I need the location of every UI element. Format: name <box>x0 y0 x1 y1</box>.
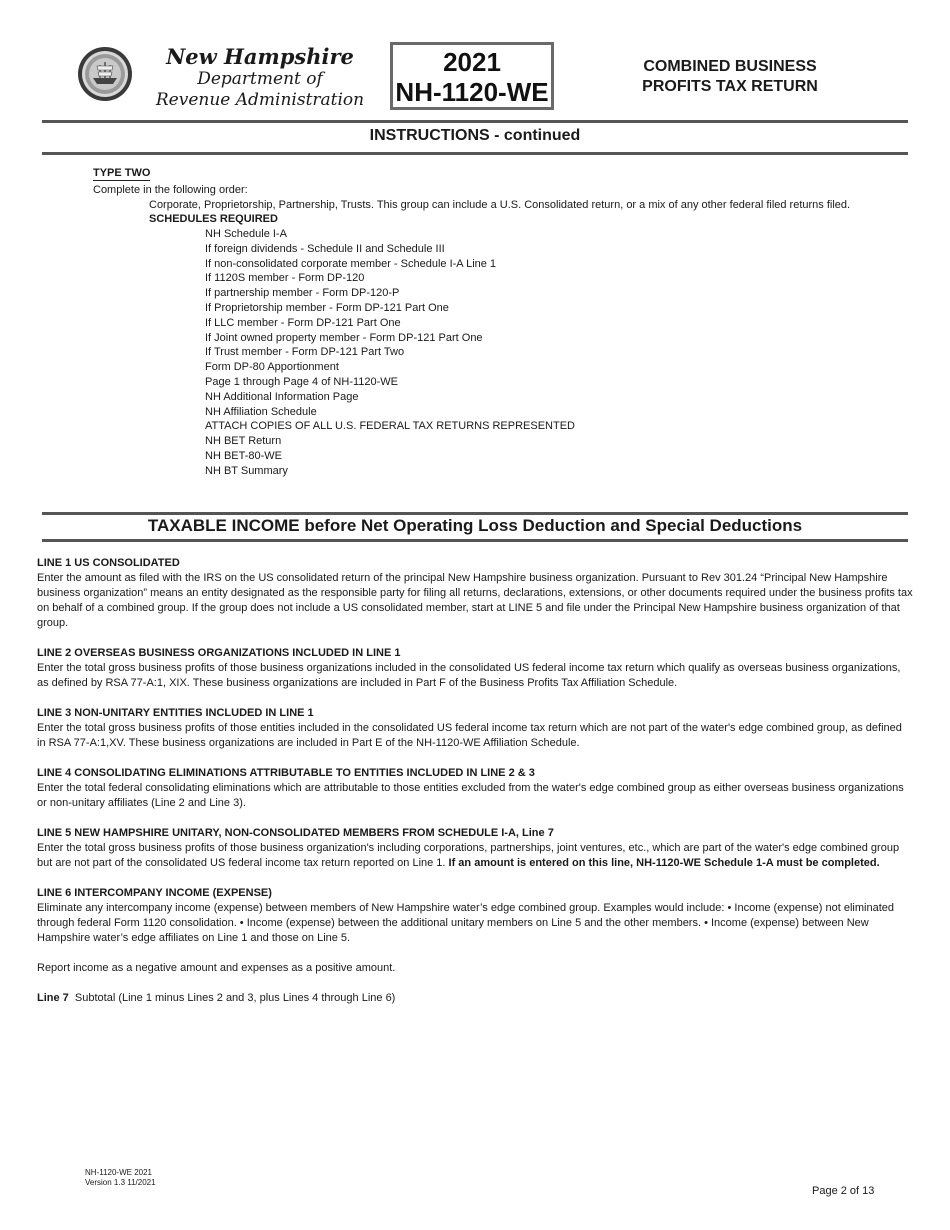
header-bottom-rule <box>42 152 908 155</box>
footer-version-info <box>85 1168 156 1188</box>
line-1-heading: LINE 1 US CONSOLIDATED <box>37 557 180 569</box>
schedule-item: ATTACH COPIES OF ALL U.S. FEDERAL TAX RETURNS REPRESENTED <box>205 420 575 433</box>
line-4-heading: LINE 4 CONSOLIDATING ELIMINATIONS ATTRIBUTABLE TO ENTITIES INCLUDED IN LINE 2 & 3 <box>37 767 535 779</box>
line-7-text: Subtotal (Line 1 minus Lines 2 and 3, plus Lines 4 through Line 6) <box>68 992 396 1004</box>
schedule-item: NH BT Summary <box>205 464 288 477</box>
schedule-item: If non-consolidated corporate member - Schedule I-A Line 1 <box>205 257 497 270</box>
line-2-heading: LINE 2 OVERSEAS BUSINESS ORGANIZATIONS INCLUDED IN LINE 1 <box>37 647 401 659</box>
line-7-paragraph <box>37 991 913 1006</box>
schedule-item: NH BET-80-WE <box>205 449 283 462</box>
schedule-item: Form DP-80 Apportionment <box>205 361 339 374</box>
line-7-label: Line 7 <box>37 992 69 1004</box>
schedules-list <box>205 227 575 479</box>
line-3-block <box>37 706 913 751</box>
schedule-item: If foreign dividends - Schedule II and Schedule III <box>205 242 445 255</box>
line-6-text: Eliminate any intercompany income (expense) between members of New Hampshire water’s edge combined group. Examples would include: • Income (expense) not eliminated through federal Form 1120 consolidation. • Income (expense) between the additional unitary members on Line 5 and the other members. • Income (expense) between New Hampshire water’s edge affiliates on Line 1 and those on Line 5. <box>37 902 894 944</box>
type-two-groups: Corporate, Proprietorship, Partnership, Trusts. This group can include a U.S. Consolidated return, or a mix of any other federal filed returns filed. <box>149 199 851 211</box>
line-3-heading: LINE 3 NON-UNITARY ENTITIES INCLUDED IN LINE 1 <box>37 707 314 719</box>
line-2-block <box>37 646 913 691</box>
state-name: New Hampshire <box>166 44 354 69</box>
form-title-line-1: COMBINED BUSINESS <box>643 58 817 75</box>
line-1-block <box>37 556 913 631</box>
taxable-income-heading: TAXABLE INCOME before Net Operating Loss Deduction and Special Deductions <box>147 516 803 535</box>
line-5-block <box>37 826 913 871</box>
line-5-text: Enter the total gross business profits of those business organization's including corporations, partnerships, joint ventures, etc., which are part of the water's edge combined group but are not part of the consolidated US federal income tax return reported on Line 1. <box>37 842 900 869</box>
line-3-text: Enter the total gross business profits of those entities included in the consolidated US federal income tax return which are not part of the water's edge combined group, as defined in RSA 77-A:1,XV. These business organizations are included in Part E of the NH-1120-WE Affiliation Schedule. <box>37 722 902 749</box>
form-title <box>610 57 850 97</box>
line-2-text: Enter the total gross business profits of those business organizations included in the consolidated US federal income tax return which qualify as overseas business organizations, as defined by RSA 77-A:1, XIX. These business organizations are included in Part F of the Business Profits Tax Affiliation Schedule. <box>37 662 901 689</box>
schedule-item: If 1120S member - Form DP-120 <box>205 272 365 285</box>
report-note-block <box>37 961 913 976</box>
schedule-item: NH Affiliation Schedule <box>205 405 317 418</box>
schedules-required-heading: SCHEDULES REQUIRED <box>149 213 278 225</box>
schedule-item: If partnership member - Form DP-120-P <box>205 287 400 300</box>
report-note: Report income as a negative amount and expenses as a positive amount. <box>37 962 396 974</box>
schedule-item: NH Additional Information Page <box>205 390 359 403</box>
schedule-item: If Proprietorship member - Form DP-121 Part One <box>205 301 449 314</box>
line-5-paragraph <box>37 841 913 871</box>
header-top-rule <box>42 120 908 123</box>
line-4-block <box>37 766 913 811</box>
line-7-block <box>37 991 913 1006</box>
form-year: 2021 <box>443 47 501 77</box>
line-5-bold-note: If an amount is entered on this line, NH-1120-WE Schedule 1-A must be completed. <box>448 857 880 869</box>
department-line-2: Revenue Administration <box>155 90 365 110</box>
form-number: NH-1120-WE <box>395 77 549 107</box>
line-6-block <box>37 886 913 946</box>
line-instructions <box>37 556 913 1021</box>
line-5-heading: LINE 5 NEW HAMPSHIRE UNITARY, NON-CONSOLIDATED MEMBERS FROM SCHEDULE I-A, Line 7 <box>37 827 554 839</box>
schedule-item: If Trust member - Form DP-121 Part Two <box>205 346 405 359</box>
taxable-bottom-rule <box>42 539 908 542</box>
type-two-intro: Complete in the following order: <box>93 184 248 196</box>
schedule-item: If LLC member - Form DP-121 Part One <box>205 316 401 329</box>
footer-version: Version 1.3 11/2021 <box>85 1178 156 1187</box>
schedule-item: NH BET Return <box>205 435 282 448</box>
footer-form-year: NH-1120-WE 2021 <box>85 1168 152 1177</box>
line-4-text: Enter the total federal consolidating eliminations which are attributable to those entities excluded from the water's edge combined group as either overseas business organizations or non-unitary affiliates (Line 2 and Line 3). <box>37 782 904 809</box>
form-title-line-2: PROFITS TAX RETURN <box>642 78 818 95</box>
state-seal-logo <box>77 46 133 102</box>
schedule-item: NH Schedule I-A <box>205 228 287 240</box>
instructions-heading: INSTRUCTIONS - continued <box>369 127 581 144</box>
form-id-box <box>390 42 554 110</box>
department-line-1: Department of <box>197 69 323 89</box>
schedule-item: Page 1 through Page 4 of NH-1120-WE <box>205 375 399 388</box>
schedule-item: If Joint owned property member - Form DP-121 Part One <box>205 331 483 344</box>
agency-name <box>140 44 380 111</box>
line-6-heading: LINE 6 INTERCOMPANY INCOME (EXPENSE) <box>37 887 272 899</box>
type-two-heading: TYPE TWO <box>93 167 151 179</box>
page-number: Page 2 of 13 <box>812 1185 875 1197</box>
line-1-text: Enter the amount as filed with the IRS on the US consolidated return of the principal New Hampshire business organization. Pursuant to Rev 301.24 “Principal New Hampshire business organization” means an entity designated as the responsible party for filing all returns, declarations, extensions, or other documents required under the business profits tax on behalf of a combined group. If the group does not include a US consolidated member, start at LINE 5 and file under the Principal New Hampshire business organization of that group. <box>37 572 913 629</box>
